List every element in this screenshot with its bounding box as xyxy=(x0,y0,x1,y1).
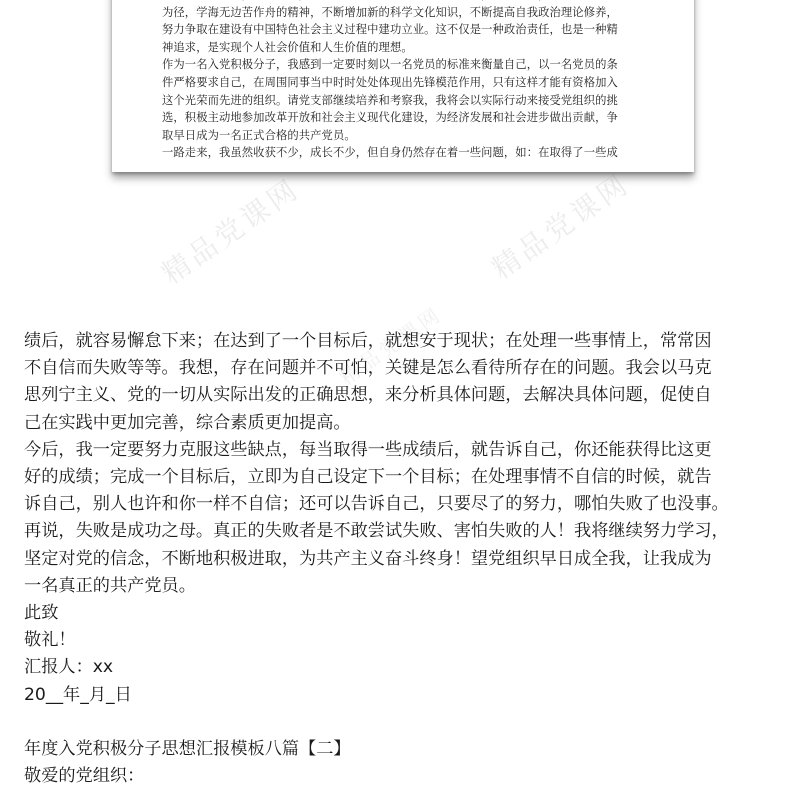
closing-line: 此致 xyxy=(24,603,59,624)
reporter-line: 汇报人：xx xyxy=(24,657,114,678)
body-line: 好的成绩；完成一个目标后，立即为自己设定下一个目标；在处理事情不自信的时候，就告 xyxy=(24,467,712,488)
body-line: 绩后，就容易懈怠下来；在达到了一个目标后，就想安于现状；在处理一些事情上，常常因 xyxy=(24,331,712,351)
preview-line: 取早日成为一名正式合格的共产党员。 xyxy=(162,128,356,142)
preview-line: 神追求，是实现个人社会价值和人生价值的理想。 xyxy=(162,40,413,54)
section-title: 年度入党积极分子思想汇报模板八篇【二】 xyxy=(24,738,351,759)
body-line: 不自信而失败等等。我想，存在问题并不可怕，关键是怎么看待所存在的问题。我会以马克 xyxy=(24,358,712,379)
document-page-preview xyxy=(112,0,694,172)
document-body xyxy=(24,328,780,790)
paragraph-gap xyxy=(24,709,780,736)
salute-line: 敬礼！ xyxy=(24,630,76,651)
preview-line: 作为一名入党积极分子，我感到一定要时刻以一名党员的标准来衡量自己，以一名党员的条 xyxy=(162,58,618,72)
watermark: 精品党课网 xyxy=(155,171,306,291)
body-line: 再说，失败是成功之母。真正的失败者是不敢尝试失败、害怕失败的人！我将继续努力学习， xyxy=(24,521,729,542)
body-line: 今后，我一定要努力克服这些缺点，每当取得一些成绩后，就告诉自己，你还能获得比这更 xyxy=(24,439,712,460)
preview-line: 这个光荣而先进的组织。请党支部继续培养和考察我，我将会以实际行动来接受党组织的挑 xyxy=(162,93,618,107)
watermark: 精品党课网 xyxy=(485,166,636,286)
body-line: 己在实践中更加完善，综合素质更加提高。 xyxy=(24,412,351,433)
preview-line: 一路走来，我虽然收获不少，成长不少，但自身仍然存在着一些问题，如：在取得了一些成 xyxy=(162,146,618,160)
preview-line: 努力争取在建设有中国特色社会主义过程中建功立业。这不仅是一种政治责任，也是一种精 xyxy=(162,23,618,37)
body-line: 诉自己，别人也许和你一样不自信；还可以告诉自己，只要尽了的努力，哪怕失败了也没事。 xyxy=(24,494,729,515)
preview-line: 选，积极主动地参加改革开放和社会主义现代化建设，为经济发展和社会进步做出贡献，争 xyxy=(162,111,618,125)
salutation: 敬爱的党组织： xyxy=(24,766,145,787)
page-preview-area xyxy=(0,0,800,300)
preview-text xyxy=(162,0,662,162)
date-line: 20__年_月_日 xyxy=(24,684,132,705)
body-line: 一名真正的共产党员。 xyxy=(24,575,196,596)
watermark: 精品党课网 xyxy=(334,301,447,390)
body-line: 坚定对党的信念，不断地积极进取，为共产主义奋斗终身！望党组织早日成全我，让我成为 xyxy=(24,548,712,569)
body-line: 思列宁主义、党的一切从实际出发的正确思想，来分析具体问题，去解决具体问题，促使自 xyxy=(24,385,712,406)
preview-line: 为径，学海无边苦作舟的精神，不断增加新的科学文化知识，不断提高自我政治理论修养， xyxy=(162,5,618,19)
preview-line: 件严格要求自己，在周围同事当中时时处处体现出先锋模范作用，只有这样才能有资格加入 xyxy=(162,75,618,89)
